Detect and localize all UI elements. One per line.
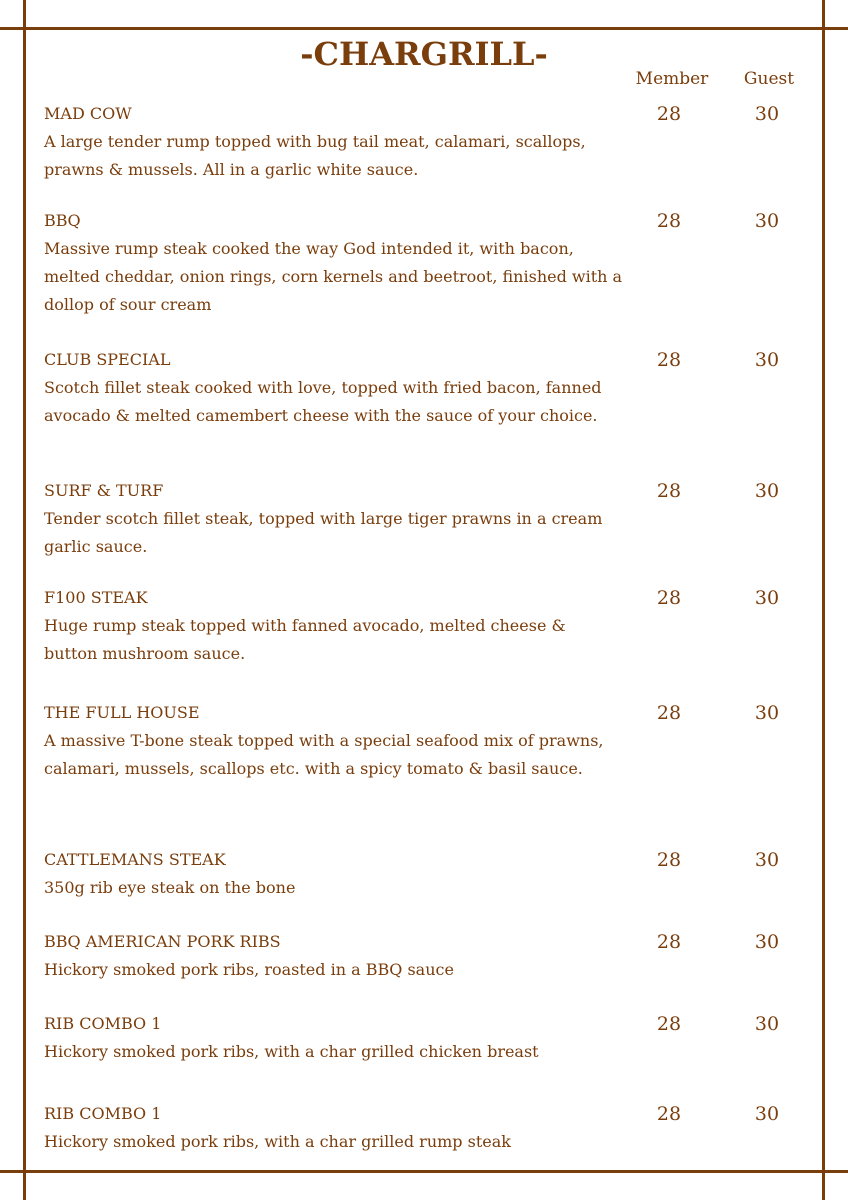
guest-column-header: Guest <box>743 69 795 89</box>
member-price: 28 <box>656 103 682 125</box>
member-price: 28 <box>656 349 682 371</box>
item-description: Scotch fillet steak cooked with love, topped with fried bacon, fanned avocado & melted camembert cheese with the sauce of your choice. <box>44 378 602 425</box>
menu-item <box>44 100 824 184</box>
item-name: RIB COMBO 1 <box>44 1014 162 1033</box>
menu-item <box>44 477 824 561</box>
guest-price: 30 <box>754 1013 780 1035</box>
item-description: Hickory smoked pork ribs, with a char grilled chicken breast <box>44 1042 539 1061</box>
item-description: A large tender rump topped with bug tail meat, calamari, scallops, prawns & mussels. All in a garlic white sauce. <box>44 132 586 179</box>
frame-top-line <box>0 27 848 30</box>
item-name: BBQ <box>44 211 81 230</box>
member-price: 28 <box>656 931 682 953</box>
item-description: Hickory smoked pork ribs, with a char grilled rump steak <box>44 1132 511 1151</box>
guest-price: 30 <box>754 702 780 724</box>
member-price: 28 <box>656 1103 682 1125</box>
item-description: Hickory smoked pork ribs, roasted in a BBQ sauce <box>44 960 454 979</box>
member-price: 28 <box>656 849 682 871</box>
menu-item <box>44 584 824 668</box>
guest-price: 30 <box>754 480 780 502</box>
item-name: THE FULL HOUSE <box>44 703 200 722</box>
item-name: BBQ AMERICAN PORK RIBS <box>44 932 281 951</box>
frame-bottom-line <box>0 1170 848 1173</box>
member-price: 28 <box>656 702 682 724</box>
guest-price: 30 <box>754 587 780 609</box>
menu-item <box>44 699 824 783</box>
item-description: 350g rib eye steak on the bone <box>44 878 296 897</box>
member-price: 28 <box>656 587 682 609</box>
item-description: A massive T-bone steak topped with a special seafood mix of prawns, calamari, mussels, scallops etc. with a spicy tomato & basil sauce. <box>44 731 604 778</box>
menu-item <box>44 928 824 984</box>
item-name: CLUB SPECIAL <box>44 350 171 369</box>
guest-price: 30 <box>754 1103 780 1125</box>
item-description: Tender scotch fillet steak, topped with large tiger prawns in a cream garlic sauce. <box>44 509 603 556</box>
item-name: SURF & TURF <box>44 481 164 500</box>
item-name: RIB COMBO 1 <box>44 1104 162 1123</box>
item-description: Massive rump steak cooked the way God intended it, with bacon, melted cheddar, onion rings, corn kernels and beetroot, finished with a dollop of sour cream <box>44 239 623 314</box>
menu-item <box>44 346 824 430</box>
menu-title: -CHARGRILL- <box>300 35 548 73</box>
menu-item <box>44 846 824 902</box>
member-price: 28 <box>656 480 682 502</box>
member-column-header: Member <box>635 69 709 89</box>
item-description: Huge rump steak topped with fanned avocado, melted cheese & button mushroom sauce. <box>44 616 566 663</box>
menu-item <box>44 207 824 319</box>
item-name: F100 STEAK <box>44 588 148 607</box>
menu-item <box>44 1100 824 1156</box>
frame-left-line <box>23 0 26 1200</box>
member-price: 28 <box>656 1013 682 1035</box>
guest-price: 30 <box>754 931 780 953</box>
guest-price: 30 <box>754 210 780 232</box>
member-price: 28 <box>656 210 682 232</box>
item-name: CATTLEMANS STEAK <box>44 850 226 869</box>
menu-item <box>44 1010 824 1066</box>
item-name: MAD COW <box>44 104 132 123</box>
guest-price: 30 <box>754 849 780 871</box>
guest-price: 30 <box>754 349 780 371</box>
guest-price: 30 <box>754 103 780 125</box>
